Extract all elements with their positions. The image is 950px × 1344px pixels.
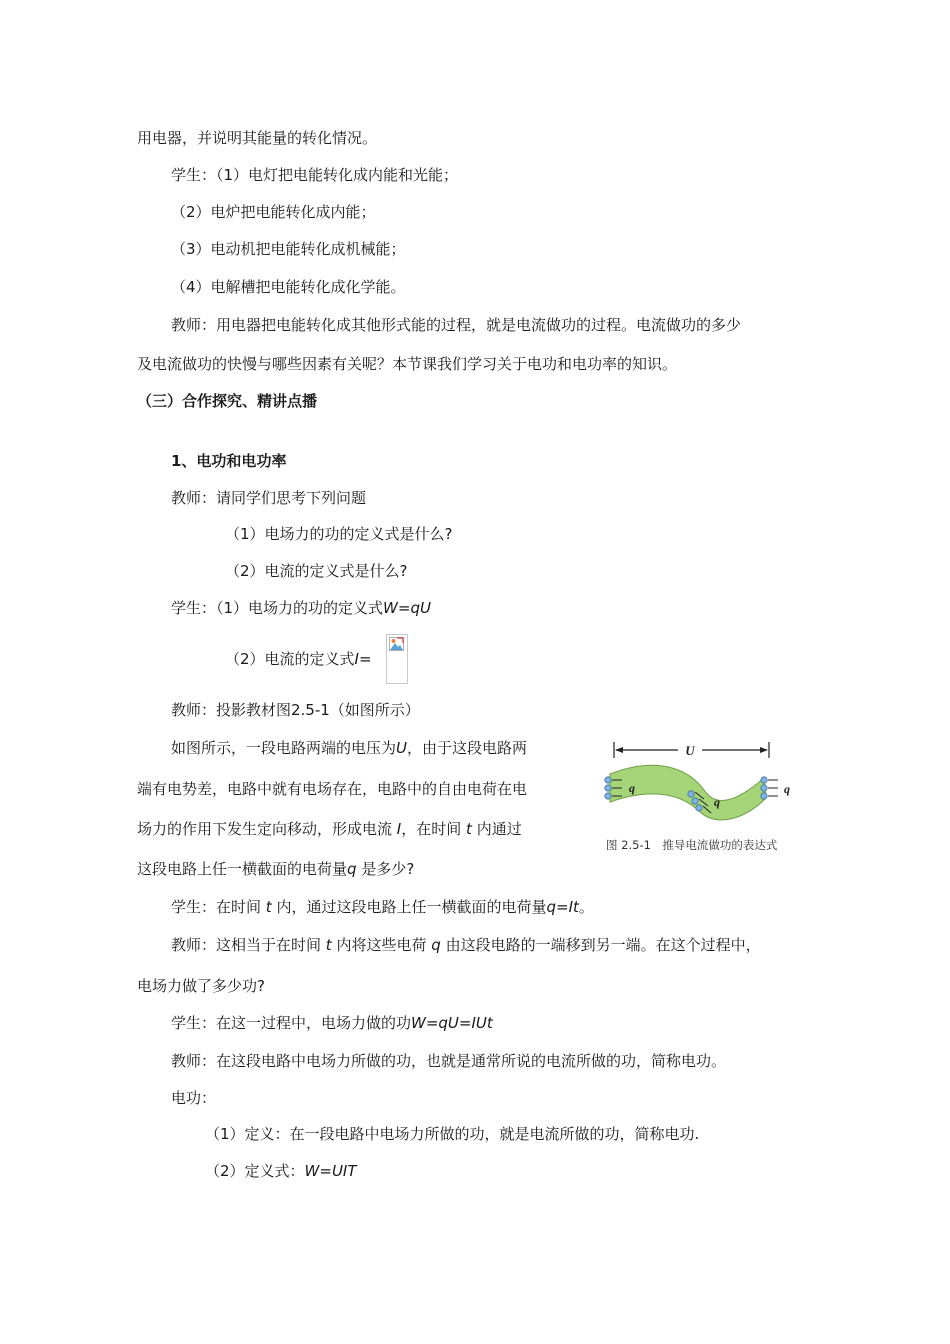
text-span: （2）电流的定义式 bbox=[225, 650, 355, 668]
text-span: 学生：在时间 bbox=[171, 898, 262, 916]
text-line: （3）电动机把电能转化成机械能； bbox=[171, 240, 406, 258]
text-line bbox=[137, 859, 414, 879]
variable: t bbox=[466, 820, 472, 838]
variable: U bbox=[396, 739, 407, 757]
text-line bbox=[137, 819, 522, 839]
formula: q=It bbox=[546, 898, 579, 916]
text-line: 电功： bbox=[171, 1089, 217, 1107]
text-span: ，由于这段电路两 bbox=[407, 739, 528, 757]
formula: W=qU=IUt bbox=[411, 1014, 493, 1032]
charge-label: q bbox=[714, 795, 720, 809]
charge-label: q bbox=[784, 782, 790, 796]
charge-group-right bbox=[761, 777, 767, 799]
text-span: 内通过 bbox=[476, 820, 522, 838]
broken-image-icon bbox=[386, 634, 408, 684]
text-span: 教师：这相当于在时间 bbox=[171, 936, 322, 954]
charge-group-left bbox=[605, 777, 611, 799]
variable: I bbox=[396, 820, 402, 838]
variable: q bbox=[431, 936, 441, 954]
text-line bbox=[171, 935, 761, 955]
text-line: 及电流做功的快慢与哪些因素有关呢？本节课我们学习关于电功和电功率的知识。 bbox=[137, 355, 678, 373]
charge-label: q bbox=[629, 781, 635, 795]
text-line bbox=[205, 1161, 357, 1181]
text-line: 教师：在这段电路中电场力所做的功，也就是通常所说的电流所做的功，简称电功。 bbox=[171, 1052, 727, 1070]
voltage-label: U bbox=[685, 743, 695, 758]
text-span: 内，通过这段电路上任一横截面的电荷量 bbox=[276, 898, 547, 916]
text-line: （1）定义：在一段电路中电场力所做的功，就是电流所做的功，简称电功. bbox=[205, 1125, 700, 1143]
text-span: 由这段电路的一端移到另一端。在这个过程中， bbox=[445, 936, 761, 954]
text-line bbox=[171, 738, 527, 758]
text-line: 教师：用电器把电能转化成其他形式能的过程，就是电流做功的过程。电流做功的多少 bbox=[171, 316, 742, 334]
text-line: 端有电势差，电路中就有电场存在，电路中的自由电荷在电 bbox=[137, 780, 528, 798]
variable: q bbox=[347, 860, 357, 878]
text-line bbox=[225, 649, 372, 669]
text-line: （2）电流的定义式是什么? bbox=[225, 562, 408, 580]
text-line bbox=[171, 897, 594, 917]
variable: t bbox=[265, 898, 272, 916]
text-span: 场力的作用下发生定向移动，形成电流 bbox=[137, 820, 393, 838]
formula: W=qU bbox=[383, 599, 431, 617]
text-span: 内将这些电荷 bbox=[336, 936, 427, 954]
text-line: （1）电场力的功的定义式是什么? bbox=[225, 525, 453, 543]
text-line: 学生：（1）电灯把电能转化成内能和光能； bbox=[171, 166, 459, 184]
figure-caption: 图 2.5-1 推导电流做功的表达式 bbox=[606, 838, 778, 852]
text-line bbox=[171, 598, 431, 618]
text-line bbox=[171, 1013, 493, 1033]
arrow-group-right bbox=[768, 780, 778, 796]
text-span: 如图所示，一段电路两端的电压为 bbox=[171, 739, 397, 757]
text-span: ，在时间 bbox=[401, 820, 462, 838]
variable: t bbox=[325, 936, 332, 954]
text-line: （4）电解槽把电能转化成化学能。 bbox=[171, 278, 406, 296]
text-line: 教师：请同学们思考下列问题 bbox=[171, 489, 367, 507]
text-line: 用电器，并说明其能量的转化情况。 bbox=[137, 129, 378, 147]
formula: I= bbox=[354, 650, 372, 668]
text-span: 学生：（1）电场力的功的定义式 bbox=[171, 599, 384, 617]
text-line: 教师：投影教材图2.5-1（如图所示） bbox=[171, 701, 420, 719]
formula: W=UIT bbox=[304, 1162, 357, 1180]
text-span: 学生：在这一过程中，电场力做的功 bbox=[171, 1014, 412, 1032]
section-heading: （三）合作探究、精讲点播 bbox=[137, 392, 318, 410]
subsection-heading: 1、电功和电功率 bbox=[171, 452, 287, 470]
text-line: 电场力做了多少功? bbox=[137, 977, 265, 995]
text-span: 是多少? bbox=[361, 860, 415, 878]
text-span: 这段电路上任一横截面的电荷量 bbox=[137, 860, 348, 878]
text-span: （2）定义式： bbox=[205, 1162, 305, 1180]
text-span: 。 bbox=[578, 898, 594, 916]
text-line: （2）电炉把电能转化成内能； bbox=[171, 203, 376, 221]
